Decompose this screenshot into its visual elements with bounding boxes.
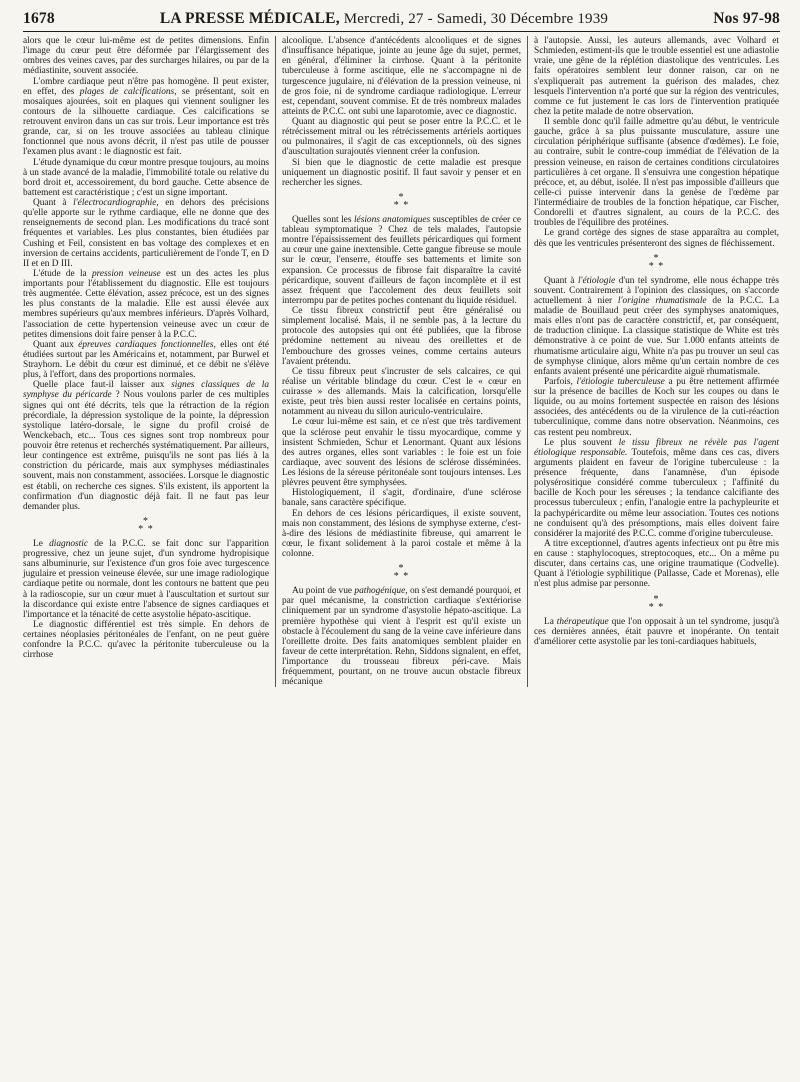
- paragraph: En dehors de ces lésions péricardiques, il existe souvent, mais non constamment, des lésions de symphyse externe, c'est-à-dire des lésions de médiastinite fibreuse, qui amarrent le cœur, le fixant solidement à la paroi costale et même à la colonne.: [282, 508, 521, 559]
- paragraph: Il semble donc qu'il faille admettre qu'au début, le ventricule gauche, grâce à sa plus puissante musculature, assure une circulation périphérique suffisante (absence d'œdèmes). Le foie, au contraire, subit le contre-coup immédiat de l'élévation de la pression veineuse, en raison de certaines conditions circulatoires particulières à cet organe. Il s'ensuivra une congestion hépatique précoce, et, au début, isolée. Il n'est pas impossible d'ailleurs que celle-ci puisse intervenir dans la genèse de l'œdème par l'intermédiaire de troubles de la fonction hépatique, car Fischer, Condorelli et d'autres signalent, au cours de la P.C.C. des troubles de l'équilibre des protéines.: [534, 117, 779, 229]
- section-separator: * * *: [393, 563, 410, 583]
- journal-title: LA PRESSE MÉDICALE,: [159, 10, 340, 27]
- paragraph: Le plus souvent le tissu fibreux ne révèle pas l'agent étiologique responsable. Toutefois, même dans ces cas, divers arguments plaident en faveur de l'origine tuberculeuse : la présence fréquente, dans l'anamnèse, d'un épisode polysérositique considéré comme tuberculeux ; l'affinité du bacille de Koch pour les séreuses ; la tendance calcifiante des processus tuberculeux ; enfin, l'analogie entre la pachypleurite et la pachypéricardite ou même leur association. Toutes ces notions ne conduisent qu'à des présomptions, mais elles doivent faire considérer la majorité des P.C.C. comme d'origine tuberculeuse.: [534, 437, 779, 539]
- paragraph: Parfois, l'étiologie tuberculeuse a pu être nettement affirmée sur la présence de bacilles de Koch sur les coupes ou dans le liquide, ou au moins fortement suspectée en raison des lésions associées, des antécédents ou de la virulence de la cuti-réaction tuberculinique, comme dans notre observation. Néanmoins, ces cas restent peu nombreux.: [534, 376, 779, 438]
- section-separator: * * *: [648, 593, 665, 613]
- paragraph: Quant aux épreuves cardiaques fonctionnelles, elles ont été étudiées surtout par les Américains et, notamment, par Burwel et Strayhorn. Le débit du cœur est diminué, et ce débit ne s'élève plus, à l'effort, dans des proportions normales.: [23, 339, 270, 381]
- section-separator: * * *: [393, 191, 410, 211]
- page-number: 1678: [23, 10, 55, 27]
- paragraph: Si bien que le diagnostic de cette maladie est presque uniquement un diagnostic positif. Il faut savoir y penser et en rechercher les signes.: [282, 157, 521, 188]
- paragraph: alors que le cœur lui-même est de petites dimensions. Enfin l'image du cœur peut être déformée par l'élargissement des ombres des veines caves, par des surcharges hilaires, ou par de la médiastinite, souvent associée.: [23, 36, 269, 77]
- paragraph: L'étude dynamique du cœur montre presque toujours, au moins à un stade avancé de la maladie, l'immobilité totale ou relative du bord droit et, accessoirement, du bord gauche. Cette absence de battement est caractéristique ; c'est un signe important.: [23, 157, 270, 198]
- column-3: [527, 36, 779, 687]
- paragraph: Le diagnostic de la P.C.C. se fait donc sur l'apparition progressive, chez un jeune sujet, d'un syndrome hydropisique sans albuminurie, sur l'existence d'un gros foie avec turgescence jugulaire et pression veineuse élevée, sur une image radiologique cardiaque petite ou normale, dont les contours ne battent que peu à la radioscopie, sur un cœur muet à l'auscultation et surtout sur la discordance qui existe entre l'absence de signes cardiaques et l'importance et la ténacité de cette asystolie hépato-ascitique.: [23, 538, 269, 620]
- paragraph: Le cœur lui-même est sain, et ce n'est que très tardivement que la sclérose peut envahir le tissu myocardique, comme y insistent Schmieden, Schur et Lenormant. Quant aux lésions des autres organes, elles sont variables : le foie est un foie cardiaque, avec souvent des lésions de sclérose disséminées. Les lésions de la séreuse péritonéale sont toujours intenses. Les plèvres peuvent être symphysées.: [282, 417, 521, 489]
- column-2: [275, 36, 527, 687]
- paragraph: Quelle place faut-il laisser aux signes classiques de la symphyse du péricarde ? Nous voulons parler de ces multiples signes qui ont été décrits, tels que la rétraction de la région précordiale, la dépression systolique de la pointe, la dépression systolique latéro-dorsale, le signe du profil croisé de Wenckebach, etc... Tous ces signes sont trop nombreux pour pouvoir être retenus et recherchés systématiquement. Par ailleurs, leur contingence est extrême, puisqu'ils ne sont pas liés à la constriction du péricarde, mais aux symphyses médiastinales souvent, mais non constamment, associées. Lorsque le diagnostic est établi, on recherche ces signes. S'ils existent, ils apportent la confirmation d'un diagnostic déjà fait. Il ne faut pas leur demander plus.: [23, 380, 269, 512]
- masthead: [55, 10, 713, 28]
- paragraph: L'ombre cardiaque peut n'être pas homogène. Il peut exister, en effet, des plages de calcifications, se présentant, soit en mosaïques ajourées, soit en plaques qui viennent souligner les contours de la silhouette cardiaque. Ces calcifications se retrouvent environ dans un cas sur trois. Leur importance est très grande, car, si on les trouve associées au tableau clinique fonctionnel que nous avons décrit, il n'est pas utile de pousser l'examen plus avant : le diagnostic est fait.: [23, 76, 270, 158]
- paragraph: Le diagnostic différentiel est très simple. En dehors de certaines néoplasies péritonéales de l'enfant, on ne peut guère confondre la P.C.C. qu'avec la péritonite tuberculeuse ou la cirrhose: [23, 619, 269, 661]
- paragraph: A titre exceptionnel, d'autres agents infectieux ont pu être mis en cause : staphylocoques, streptocoques, etc... On a même pu discuter, dans certains cas, une origine traumatique (Codvelle). Quant à l'étiologie syphilitique (Pallasse, Cade et Morenas), elle n'est plus admise par personne.: [534, 538, 779, 590]
- issue-date: Mercredi, 27 - Samedi, 30 Décembre 1939: [339, 11, 609, 27]
- paragraph: Quant à l'étiologie d'un tel syndrome, elle nous échappe très souvent. Contrairement à l'opinion des classiques, on s'accorde actuellement à nier l'origine rhumatismale de la P.C.C. La maladie de Bouillaud peut créer des symphyses anatomiques, mais elles n'ont pas de caractère constrictif, et, par conséquent, de traduction clinique. La classique statistique de White est très démonstrative à ce point de vue. Sur 1.000 enfants atteints de rhumatisme articulaire aigu, White n'a pas pu trouver un seul cas de symphyse clinique, alors même qu'un certain nombre de ces enfants avaient présenté une péricardite aiguë rhumatismale.: [534, 275, 780, 377]
- issue-number: Nos 97-98: [713, 10, 780, 27]
- paragraph: Ce tissu fibreux peut s'incruster de sels calcaires, ce qui réalise un véritable blindage du cœur. C'est le « cœur en cuirasse » des allemands. Mais la calcification, lorsqu'elle existe, peut très bien aussi rester localisée en certains points, notamment au niveau du sillon auriculo-ventriculaire.: [282, 366, 521, 418]
- paragraph: L'étude de la pression veineuse est un des actes les plus importants pour l'établissement du diagnostic. Elle est toujours très augmentée. Cette élévation, assez précoce, est un des signes les plus constants de la maladie. Elle est aussi élevée aux membres supérieurs qu'aux membres inférieurs. D'après Volhard, l'association de cette hypertension veineuse avec un cœur de petites dimensions doit faire penser à la P.C.C.: [23, 268, 269, 340]
- paragraph: Au point de vue pathogénique, on s'est demandé pourquoi, et par quel mécanisme, la constriction cardiaque s'extériorise cliniquement par un syndrome d'asystolie hépato-ascitique. La première hypothèse qui vient à l'esprit est qu'il existe un obstacle à l'écoulement du sang de la veine cave inférieure dans l'oreillette droite. Des faits anatomiques semblent plaider en faveur de cette interprétation. Rehn, Siddons signalent, en effet, l'importance du trousseau fibreux péri-cave. Mais fréquemment, pourtant, on ne trouve aucun obstacle fibreux mécanique: [282, 586, 521, 688]
- column-1: [23, 36, 275, 687]
- page-header: [23, 10, 780, 32]
- paragraph: La thérapeutique que l'on opposait à un tel syndrome, jusqu'à ces dernières années, était pauvre et inopérante. On tentait d'améliorer cette asystolie par les toni-cardiaques habituels,: [534, 616, 779, 647]
- paragraph: Ce tissu fibreux constrictif peut être généralisé ou simplement localisé. Mais, il ne semble pas, à la lecture du protocole des autopsies qui ont été publiées, que la fibrose prédomine nettement au niveau des oreillettes et de l'embouchure des grosses veines, comme certains auteurs l'avaient prétendu.: [282, 306, 521, 367]
- article-columns: [23, 36, 780, 687]
- paragraph: à l'autopsie. Aussi, les auteurs allemands, avec Volhard et Schmieden, estiment-ils que le trouble essentiel est une adiastolie vraie, une gêne de la réplétion diastolique des ventricules. Les faits opératoires semblent leur donner raison, car on ne s'expliquerait pas autrement la guérison des malades, chez lesquels l'intervention n'a porté que sur la région des ventricules, comme ce fut justement le cas lors de l'intervention pratiquée chez la petite malade de notre observation.: [534, 36, 779, 117]
- paragraph: Quant au diagnostic qui peut se poser entre la P.C.C. et le rétrécissement mitral ou les rétrécissements artériels aortiques ou pulmonaires, il s'agit de cas exceptionnels, où des signes d'auscultation surajoutés viennent créer la confusion.: [282, 117, 521, 158]
- paragraph: alcoolique. L'absence d'antécédents alcooliques et de signes d'insuffisance hépatique, jointe au jeune âge du sujet, permet, en général, d'éliminer la cirrhose. Quant à la péritonite tuberculeuse à forme ascitique, elle ne s'accompagne ni de turgescence jugulaire, ni d'élévation de la pression veineuse, ni de gros foie, ni de syndrome cardiaque radiologique. L'erreur est, cependant, souvent commise. Et de très nombreux malades atteints de P.C.C. ont subi une laparotomie, avec ce diagnostic.: [282, 36, 521, 117]
- paragraph: Le grand cortège des signes de stase apparaîtra au complet, dès que les ventricules présenteront des signes de fléchissement.: [534, 228, 779, 249]
- section-separator: * * *: [138, 515, 154, 535]
- section-separator: * * *: [648, 252, 665, 272]
- paragraph: Histologiquement, il s'agit, d'ordinaire, d'une sclérose banale, sans caractère spécifique.: [282, 488, 521, 509]
- paragraph: Quant à l'électrocardiographie, en dehors des précisions qu'elle apporte sur le rythme cardiaque, elle ne donne que des renseignements de second plan. Les modifications du tracé sont fréquentes et variables. Les plus constantes, bien étudiées par Cushing et Feil, consistent en bas voltage des complexes et en inversion de certains accidents, particulièrement de l'onde T, en D II et en D III.: [23, 198, 269, 269]
- paragraph: Quelles sont les lésions anatomiques susceptibles de créer ce tableau symptomatique ? Chez de tels malades, l'autopsie montre l'épaississement des feuillets péricardiques qui forment au cœur une gaine inextensible. Cette gangue fibreuse se moule sur le cœur, l'enserre, étouffe ses battements et limite son expansion. Ce processus de fibrose fait disparaître la cavité péricardique, souvent d'ailleurs de façon incomplète et il est assez fréquent que l'accolement des deux feuillets soit interrompu par de petites poches contenant du liquide résiduel.: [282, 214, 522, 306]
